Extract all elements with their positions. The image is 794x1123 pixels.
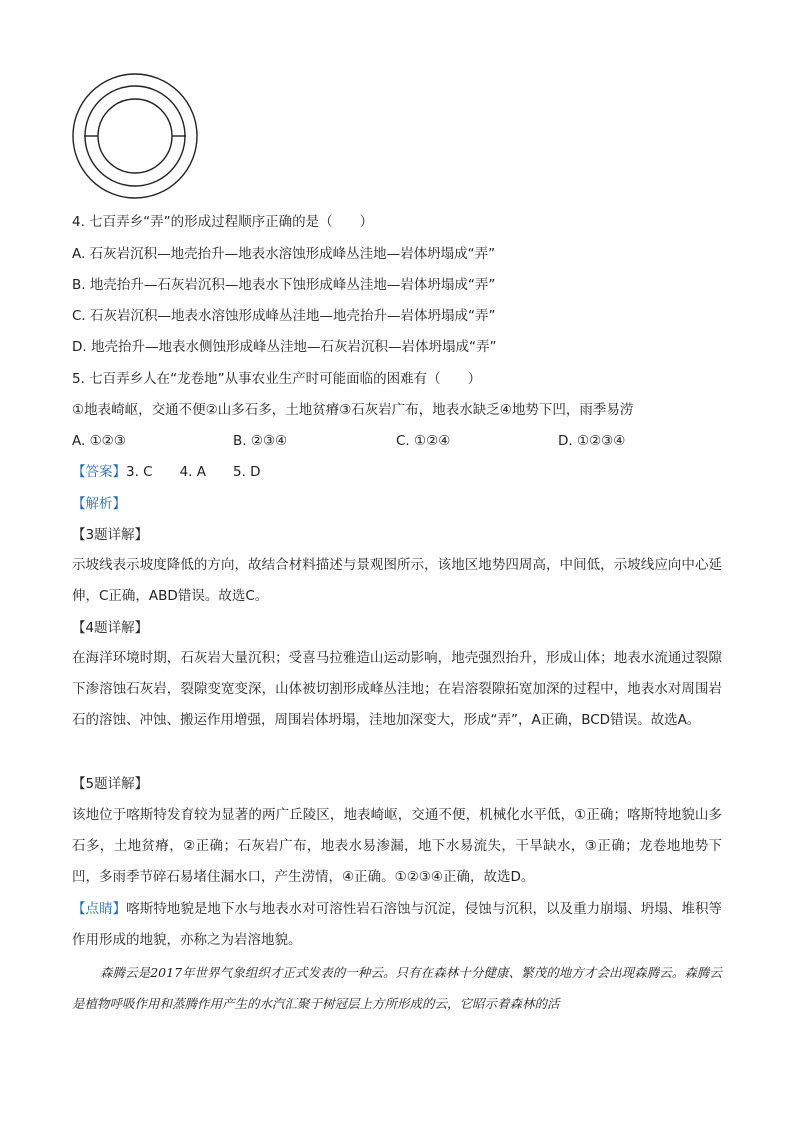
answer-line: [72, 463, 261, 481]
question-5-stem: 5. 七百弄乡人在“龙卷地”从事农业生产时可能面临的困难有（ ）: [72, 371, 482, 387]
answer-label: 【答案】: [72, 464, 126, 480]
key-point: [72, 894, 722, 956]
q4-option-c: C. 石灰岩沉积—地表水溶蚀形成峰丛洼地—地壳抬升—岩体坍塌成“弄”: [72, 308, 496, 324]
q5-option-d: D. ①②③④: [558, 433, 626, 449]
q5-detail-text: 该地位于喀斯特发育较为显著的两广丘陵区，地表崎岖，交通不便，机械化水平低，①正确；喀斯特地貌山多石多，土地贫瘠，②正确；石灰岩广布，地表水易渗漏，地下水易流失，干旱缺水，③正确；龙卷地地势下凹，多雨季节碎石易堵住漏水口，产生涝情，④正确。①②③④正确，故选D。: [72, 807, 722, 885]
q5-option-a: A. ①②③: [72, 433, 126, 449]
question-4-stem: 4. 七百弄乡“弄”的形成过程顺序正确的是（ ）: [72, 214, 374, 230]
passage-text: 森腾云是2017年世界气象组织才正式发表的一种云。只有在森林十分健康、繁茂的地方才会出现森腾云。森腾云是植物呼吸作用和蒸腾作用产生的水汽汇聚于树冠层上方所形成的云，它昭示着森林的活: [72, 965, 722, 1011]
q5-option-b: B. ②③④: [233, 433, 288, 449]
q5-option-c: C. ①②④: [396, 433, 451, 449]
analysis-label: 【解析】: [72, 496, 126, 512]
q5-detail-heading: 【5题详解】: [72, 776, 149, 792]
q4-detail-text: 在海洋环境时期，石灰岩大量沉积；受喜马拉雅造山运动影响，地壳强烈抬升，形成山体；地表水流通过裂隙下渗溶蚀石灰岩，裂隙变宽变深，山体被切割形成峰丛洼地；在岩溶裂隙拓宽加深的过程中，地表水对周围岩石的溶蚀、冲蚀、搬运作用增强，周围岩体坍塌，洼地加深变大，形成“弄”，A正确，BCD错误。故选A。: [72, 650, 722, 728]
q4-detail-heading: 【4题详解】: [72, 620, 149, 636]
q4-option-a: A. 石灰岩沉积—地壳抬升—地表水溶蚀形成峰丛洼地—岩体坍塌成“弄”: [72, 246, 496, 262]
q4-option-d: D. 地壳抬升—地表水侧蚀形成峰丛洼地—石灰岩沉积—岩体坍塌成“弄”: [72, 339, 497, 355]
q3-detail-heading: 【3题详解】: [72, 527, 149, 543]
key-point-text: 喀斯特地貌是地下水与地表水对可溶性岩石溶蚀与沉淀，侵蚀与沉积，以及重力崩塌、坍塌、堆积等作用形成的地貌，亦称之为岩溶地貌。: [72, 901, 723, 948]
question-5-items: ①地表崎岖，交通不便②山多石多，土地贫瘠③石灰岩广布，地表水缺乏④地势下凹，雨季易涝: [72, 402, 634, 418]
q4-option-b: B. 地壳抬升—石灰岩沉积—地表水下蚀形成峰丛洼地—岩体坍塌成“弄”: [72, 277, 496, 293]
key-point-label: 【点睛】: [72, 901, 127, 917]
q3-detail-text: 示坡线表示坡度降低的方向，故结合材料描述与景观图所示，该地区地势四周高，中间低，示坡线应向中心延伸，C正确，ABD错误。故选C。: [72, 557, 722, 604]
concentric-circles-figure: [70, 72, 200, 200]
answer-values: 3. C 4. A 5. D: [126, 464, 261, 480]
